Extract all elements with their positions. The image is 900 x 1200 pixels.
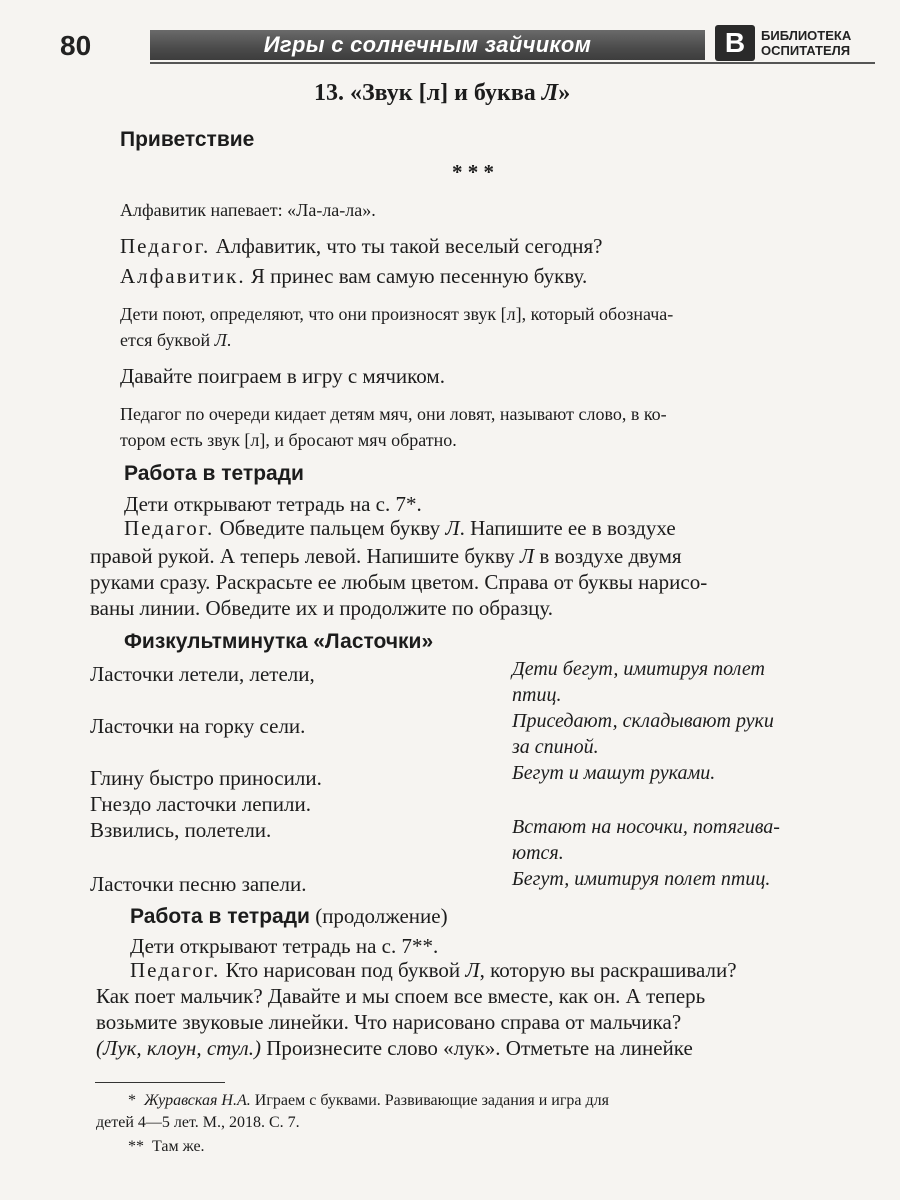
action-line: за спиной. bbox=[512, 736, 599, 758]
footnote-2 bbox=[128, 1138, 205, 1156]
speaker-teacher: Педагог. bbox=[124, 516, 215, 540]
text: , которую вы раскрашивали? bbox=[479, 958, 737, 982]
running-title: Игры с солнечным зайчиком bbox=[263, 32, 592, 57]
section-heading-notebook-continued bbox=[130, 904, 448, 929]
footnote-text: Играем с буквами. Развивающие задания и игра для bbox=[250, 1092, 609, 1109]
dialogue-line-alfavitik bbox=[120, 264, 587, 289]
notebook-line-4: ваны линии. Обведите их и продолжите по образцу. bbox=[90, 596, 554, 620]
speaker-teacher: Педагог. bbox=[120, 234, 211, 258]
notebook2-line-4 bbox=[96, 1036, 693, 1061]
notebook-line-1 bbox=[124, 516, 882, 541]
action-line: Приседают, складывают руки bbox=[512, 710, 774, 732]
notebook2-line-3: возьмите звуковые линейки. Что нарисовано справа от мальчика? bbox=[96, 1010, 682, 1034]
series-badge: В bbox=[715, 25, 755, 61]
dialogue-line-teacher bbox=[120, 234, 602, 259]
text: Произнесите слово «лук». Отметьте на линейке bbox=[260, 1036, 693, 1060]
lesson-title-end: » bbox=[558, 80, 571, 106]
action-line: ются. bbox=[512, 842, 564, 864]
footnote-text: Там же. bbox=[152, 1138, 205, 1155]
greeting-paragraph-2-line-1: Дети поют, определяют, что они произносят звук [л], который обознача- bbox=[120, 304, 674, 324]
poem-line: Ласточки на горку сели. bbox=[90, 714, 306, 738]
notebook2-paragraph-1: Дети открывают тетрадь на с. 7**. bbox=[130, 934, 439, 958]
notebook-line-3: руками сразу. Раскрасьте ее любым цветом. Справа от буквы нарисо- bbox=[90, 570, 708, 594]
action-line: Дети бегут, имитируя полет bbox=[512, 658, 765, 680]
dialogue-text: Я принес вам самую песенную букву. bbox=[245, 264, 588, 288]
answer-italic: (Лук, клоун, стул.) bbox=[96, 1036, 261, 1060]
header-rule bbox=[150, 62, 875, 64]
page-number: 80 bbox=[60, 30, 92, 61]
footnote-mark: ** bbox=[128, 1138, 144, 1155]
series-name-line1: БИБЛИОТЕКА bbox=[761, 28, 852, 43]
footnote-author: Журавская Н.А. bbox=[144, 1092, 251, 1109]
poem-line: Ласточки песню запели. bbox=[90, 872, 307, 896]
notebook-line-2 bbox=[90, 544, 682, 569]
greeting-paragraph-4-line-2: тором есть звук [л], и бросают мяч обратно. bbox=[120, 430, 457, 450]
letter-l: Л bbox=[214, 330, 227, 350]
running-header-band bbox=[150, 30, 705, 60]
action-line: Бегут, имитируя полет птиц. bbox=[512, 868, 771, 890]
lesson-title bbox=[314, 80, 570, 107]
section-heading-notebook: Работа в тетради bbox=[124, 462, 304, 485]
text: в воздухе двумя bbox=[534, 544, 682, 568]
greeting-paragraph-1: Алфавитик напевает: «Ла-ла-ла». bbox=[120, 200, 376, 220]
section-heading-exercise: Физкультминутка «Ласточки» bbox=[124, 630, 434, 653]
letter-l: Л bbox=[445, 516, 460, 540]
poem-line: Взвились, полетели. bbox=[90, 818, 272, 842]
lesson-title-letter: Л bbox=[541, 80, 559, 106]
series-logo bbox=[715, 25, 851, 61]
poem-line: Ласточки летели, летели, bbox=[90, 662, 315, 686]
series-name bbox=[761, 28, 851, 58]
notebook-paragraph-1: Дети открывают тетрадь на с. 7*. bbox=[124, 492, 422, 516]
letter-l: Л bbox=[519, 544, 535, 568]
greeting-paragraph-3: Давайте поиграем в игру с мячиком. bbox=[120, 364, 445, 388]
text: Кто нарисован под буквой bbox=[220, 958, 466, 982]
greeting-paragraph-4-line-1: Педагог по очереди кидает детям мяч, они ловят, называют слово, в ко- bbox=[120, 404, 667, 424]
action-line: Встают на носочки, потягива- bbox=[512, 816, 780, 838]
footnote-1-line-2: детей 4—5 лет. М., 2018. С. 7. bbox=[96, 1114, 300, 1131]
notebook2-line-2: Как поет мальчик? Давайте и мы споем все вместе, как он. А теперь bbox=[96, 984, 706, 1008]
section-heading-greeting: Приветствие bbox=[120, 128, 255, 151]
text: ется буквой bbox=[120, 330, 215, 350]
speaker-teacher: Педагог. bbox=[130, 958, 221, 982]
poem-line: Гнездо ласточки лепили. bbox=[90, 792, 311, 816]
heading-text: Работа в тетради bbox=[130, 905, 310, 928]
poem-line: Глину быстро приносили. bbox=[90, 766, 322, 790]
text: Обведите пальцем букву bbox=[214, 516, 446, 540]
dialogue-text: Алфавитик, что ты такой веселый сегодня? bbox=[210, 234, 603, 258]
text: правой рукой. А теперь левой. Напишите букву bbox=[90, 544, 520, 568]
speaker-alfavitik: Алфавитик. bbox=[120, 264, 246, 288]
stars-separator: * * * bbox=[452, 160, 494, 184]
heading-suffix: (продолжение) bbox=[309, 904, 448, 928]
action-line: птиц. bbox=[512, 684, 562, 706]
series-name-line2: ОСПИТАТЕЛЯ bbox=[761, 43, 851, 58]
lesson-title-text: 13. «Звук [л] и буква bbox=[314, 80, 542, 106]
notebook2-line-1 bbox=[130, 958, 882, 983]
footnote-mark: * bbox=[128, 1092, 136, 1109]
footnote-rule bbox=[95, 1082, 225, 1083]
action-line: Бегут и машут руками. bbox=[512, 762, 716, 784]
text: . Напишите ее в воздухе bbox=[459, 516, 676, 540]
greeting-paragraph-2-line-2 bbox=[120, 330, 231, 351]
letter-l: Л bbox=[465, 958, 480, 982]
footnote-1-line-1 bbox=[128, 1092, 609, 1110]
text: . bbox=[226, 330, 232, 350]
